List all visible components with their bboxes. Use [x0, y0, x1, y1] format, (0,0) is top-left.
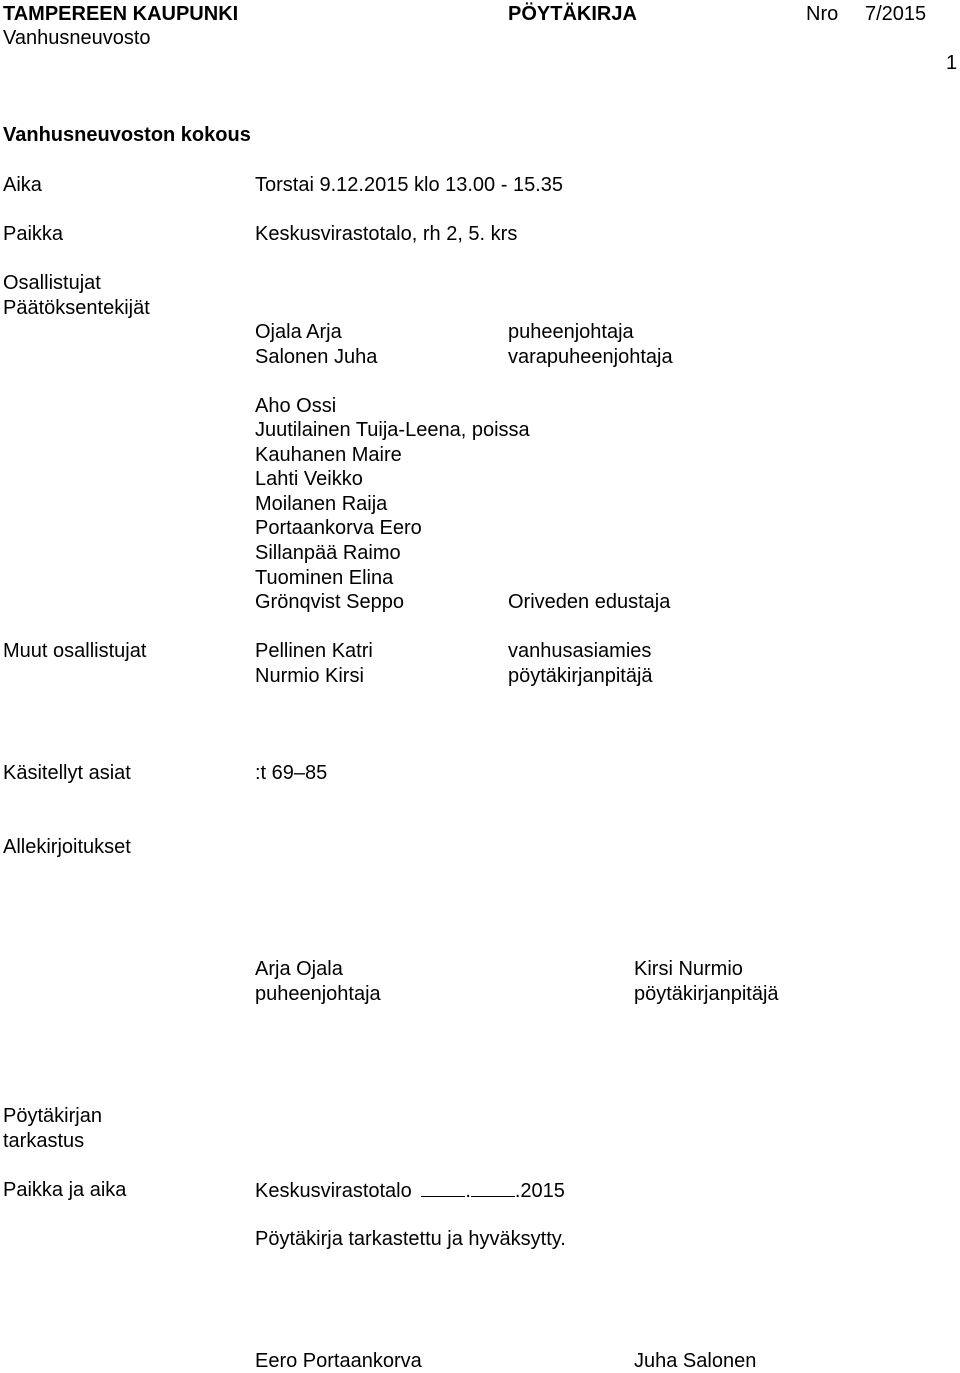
review-place-value: Keskusvirastotalo: [255, 1180, 412, 1202]
other-participant-name: Nurmio Kirsi: [255, 665, 364, 687]
other-participant-name: Pellinen Katri: [255, 640, 373, 662]
member-name: Sillanpää Raimo: [255, 542, 401, 564]
meeting-title: Vanhusneuvoston kokous: [3, 124, 251, 146]
place-value: Keskusvirastotalo, rh 2, 5. krs: [255, 223, 518, 245]
other-participant-role: pöytäkirjanpitäjä: [508, 665, 653, 687]
time-value: Torstai 9.12.2015 klo 13.00 - 15.35: [255, 174, 563, 196]
member-name: Tuominen Elina: [255, 567, 394, 589]
member-role: Oriveden edustaja: [508, 591, 671, 613]
vice-chair-name: Salonen Juha: [255, 346, 378, 368]
signatures-label: Allekirjoitukset: [3, 836, 131, 858]
review-label-2: tarkastus: [3, 1130, 85, 1152]
other-participants-label: Muut osallistujat: [3, 640, 147, 662]
time-label: Aika: [3, 174, 42, 196]
member-name: Moilanen Raija: [255, 493, 388, 515]
review-place-time-value: [255, 1178, 565, 1203]
other-participant-role: vanhusasiamies: [508, 640, 652, 662]
review-place-time-label: Paikka ja aika: [3, 1179, 127, 1201]
date-separator: .: [465, 1180, 471, 1202]
participants-label: Osallistujat: [3, 272, 101, 294]
member-name: Juutilainen Tuija-Leena, poissa: [255, 419, 530, 441]
body-name: Vanhusneuvosto: [3, 27, 151, 49]
reviewer-right-name: Juha Salonen: [634, 1350, 757, 1372]
review-label: Pöytäkirjan: [3, 1105, 102, 1127]
vice-chair-role: varapuheenjohtaja: [508, 346, 673, 368]
number-label: Nro: [806, 3, 839, 25]
month-blank: [471, 1178, 515, 1197]
signature-right-role: pöytäkirjanpitäjä: [634, 983, 779, 1005]
items-label: Käsitellyt asiat: [3, 762, 131, 784]
page-number: 1: [946, 52, 958, 74]
signature-left-name: Arja Ojala: [255, 958, 343, 980]
day-blank: [421, 1178, 465, 1197]
chair-role: puheenjohtaja: [508, 321, 634, 343]
decision-makers-label: Päätöksentekijät: [3, 297, 150, 319]
review-year-value: .2015: [514, 1180, 565, 1202]
reviewer-left-name: Eero Portaankorva: [255, 1350, 422, 1372]
member-name: Lahti Veikko: [255, 468, 363, 490]
number-value: 7/2015: [865, 3, 927, 25]
signature-right-name: Kirsi Nurmio: [634, 958, 743, 980]
approval-statement: Pöytäkirja tarkastettu ja hyväksytty.: [255, 1228, 566, 1250]
place-label: Paikka: [3, 223, 64, 245]
member-name: Grönqvist Seppo: [255, 591, 404, 613]
chair-name: Ojala Arja: [255, 321, 342, 343]
items-value: :t 69–85: [255, 762, 328, 784]
member-name: Kauhanen Maire: [255, 444, 402, 466]
member-name: Portaankorva Eero: [255, 517, 422, 539]
signature-left-role: puheenjohtaja: [255, 983, 381, 1005]
organization-name: TAMPEREEN KAUPUNKI: [3, 3, 239, 25]
document-type: PÖYTÄKIRJA: [508, 3, 637, 25]
member-name: Aho Ossi: [255, 395, 337, 417]
